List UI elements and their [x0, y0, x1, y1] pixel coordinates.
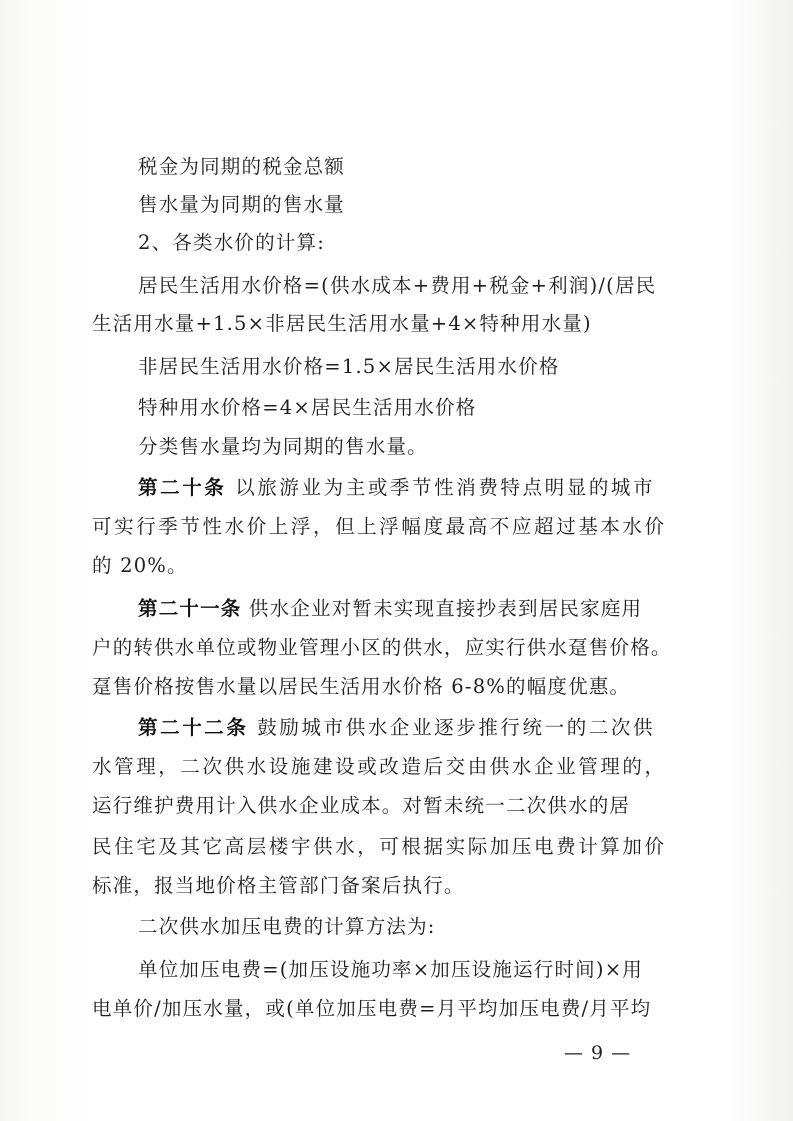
text-line: 可实行季节性水价上浮，但上浮幅度最高不应超过基本水价: [92, 515, 667, 538]
text-line: 生活用水量+1.5×非居民生活用水量+4×特种用水量): [92, 312, 592, 335]
text-line: 运行维护费用计入供水企业成本。对暂未统一二次供水的居: [92, 794, 631, 817]
text-line: 趸售价格按售水量以居民生活用水价格 6-8%的幅度优惠。: [92, 675, 631, 698]
text-line: 标准，报当地价格主管部门备案后执行。: [92, 874, 465, 897]
text-line: 分类售水量均为同期的售水量。: [138, 435, 428, 458]
text-line: 的 20%。: [92, 554, 188, 577]
text-line: 非居民生活用水价格=1.5×居民生活用水价格: [138, 355, 560, 378]
text-line: 2、各类水价的计算:: [138, 231, 325, 254]
article-21-text: 供水企业对暂未实现直接抄表到居民家庭用: [248, 597, 643, 620]
article-20-label: 第二十条: [138, 476, 227, 499]
page-number: — 9 —: [564, 1042, 632, 1064]
article-20-text: 以旅游业为主或季节性消费特点明显的城市: [235, 476, 656, 499]
article-20-line: [138, 475, 655, 501]
text-line: 税金为同期的税金总额: [138, 155, 346, 178]
article-21-line: [138, 596, 642, 622]
text-line: 特种用水价格=4×居民生活用水价格: [138, 396, 477, 419]
text-line: 水管理，二次供水设施建设或改造后交由供水企业管理的，: [92, 755, 667, 778]
text-line: 电单价/加压水量，或(单位加压电费=月平均加压电费/月平均: [92, 997, 652, 1020]
text-line: 居民生活用水价格=(供水成本+费用+税金+利润)/(居民: [138, 274, 657, 297]
text-line: 单位加压电费=(加压设施功率×加压设施运行时间)×用: [138, 958, 643, 981]
text-line: 二次供水加压电费的计算方法为:: [138, 915, 436, 938]
text-line: 户的转供水单位或物业管理小区的供水，应实行供水趸售价格。: [92, 636, 672, 659]
text-line: 售水量为同期的售水量: [138, 193, 346, 216]
article-22-text: 鼓励城市供水企业逐步推行统一的二次供: [257, 716, 656, 739]
article-21-label: 第二十一条: [138, 597, 242, 620]
article-22-line: [138, 715, 655, 741]
text-line: 民住宅及其它高层楼宇供水，可根据实际加压电费计算加价: [92, 835, 667, 858]
article-22-label: 第二十二条: [138, 716, 249, 739]
